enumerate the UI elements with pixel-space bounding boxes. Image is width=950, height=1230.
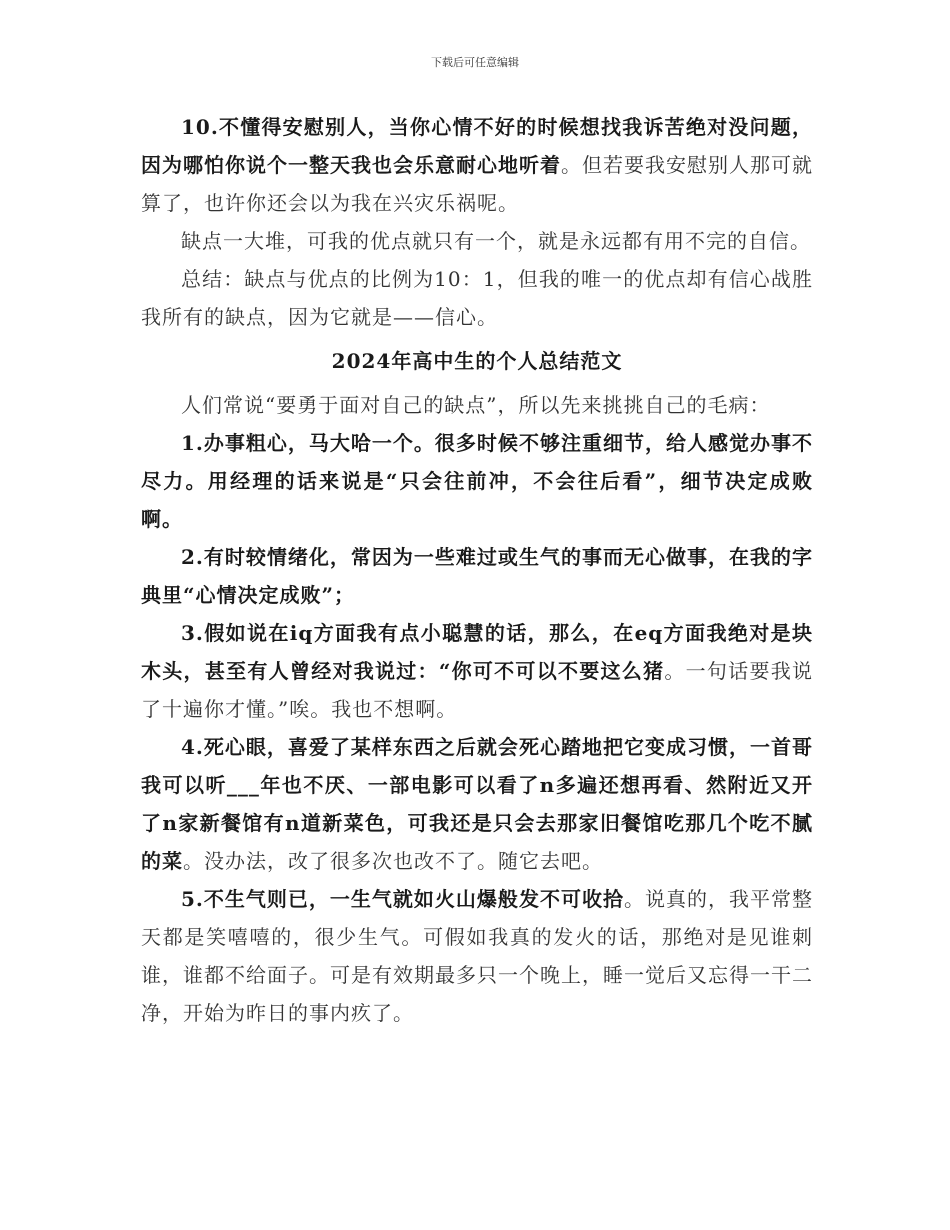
document-body (141, 108, 813, 1032)
page-header: 下载后可任意编辑 (431, 56, 519, 69)
paragraph-10 (141, 108, 813, 222)
paragraph-item-2 (141, 538, 813, 614)
bold-text: 3.假如说在iq方面我有点小聪慧的话，那么，在eq方面我绝对是块木头，甚至有人曾经对我说过：“你可不可以不要这么猪 (141, 621, 813, 683)
paragraph-item-1 (141, 424, 813, 538)
normal-text: 总结：缺点与优点的比例为10：1，但我的唯一的优点却有信心战胜我所有的缺点，因为它就是——信心。 (141, 267, 813, 329)
paragraph-confidence (141, 222, 813, 260)
paragraph-item-4 (141, 728, 813, 880)
normal-text: 。说真的，我平常整天都是笑嘻嘻的，很少生气。可假如我真的发火的话，那绝对是见谁刺谁，谁都不给面子。可是有效期最多只一个晚上，睡一觉后又忘得一干二净，开始为昨日的事内疚了。 (141, 887, 813, 1025)
paragraph-item-3 (141, 614, 813, 728)
section-title: 2024年高中生的个人总结范文 (331, 349, 623, 373)
paragraph-intro (141, 386, 813, 424)
bold-text: 4.死心眼，喜爱了某样东西之后就会死心踏地把它变成习惯，一首哥我可以听___年也不厌、一部电影可以看了n多遍还想再看、然附近又开了n家新餐馆有n道新菜色，可我还是只会去那家旧餐馆吃那几个吃不腻的菜 (141, 735, 813, 873)
normal-text: 。一句话要我说了十遍你才懂。”唉。我也不想啊。 (141, 659, 814, 721)
paragraph-summary (141, 260, 813, 336)
bold-text: 2.有时较情绪化，常因为一些难过或生气的事而无心做事，在我的字典里“心情决定成败”； (141, 545, 813, 607)
normal-text: 。但若要我安慰别人那可就算了，也许你还会以为我在兴灾乐祸呢。 (141, 153, 813, 215)
bold-text: 5.不生气则已，一生气就如火山爆般发不可收拾 (181, 887, 624, 911)
normal-text: 人们常说“要勇于面对自己的缺点”，所以先来挑挑自己的毛病： (181, 393, 771, 417)
normal-text: 缺点一大堆，可我的优点就只有一个，就是永远都有用不完的自信。 (181, 229, 811, 253)
normal-text: 。没办法，改了很多次也改不了。随它去吧。 (183, 849, 603, 873)
paragraph-item-5 (141, 880, 813, 1032)
bold-text: 1.办事粗心，马大哈一个。很多时候不够注重细节，给人感觉办事不尽力。用经理的话来说是“只会往前冲，不会往后看”，细节决定成败啊。 (141, 431, 813, 531)
bold-text: 10.不懂得安慰别人，当你心情不好的时候想找我诉苦绝对没问题，因为哪怕你说个一整天我也会乐意耐心地听着 (141, 115, 813, 177)
